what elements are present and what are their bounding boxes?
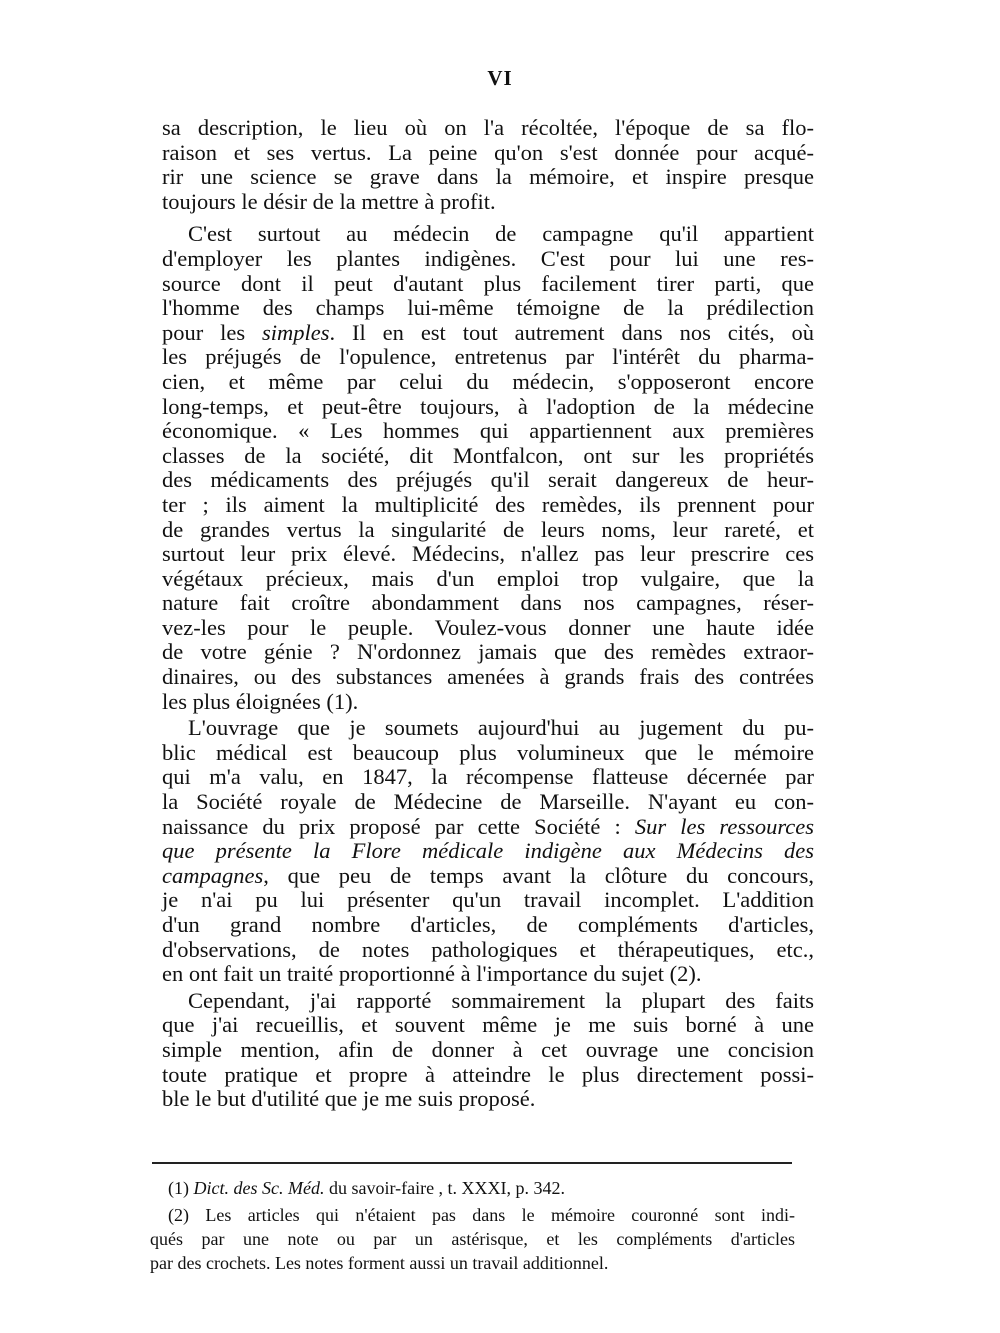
text-line: surtout leur prix élevé. Médecins, n'allez pas leur prescrire ces	[162, 541, 814, 567]
text-line: campagnes, que peu de temps avant la clôture du concours,	[162, 862, 814, 888]
text-line: des médicaments des préjugés qu'il serait dangereux de heur-	[162, 467, 814, 493]
text-line: vez-les pour le peuple. Voulez-vous donner une haute idée	[162, 614, 814, 640]
text-line: en ont fait un traité proportionné à l'importance du sujet (2).	[162, 961, 702, 987]
text-line: d'un grand nombre d'articles, de compléments d'articles,	[162, 912, 814, 937]
text-line: de votre génie ? N'ordonnez jamais que des remèdes extraor-	[162, 639, 814, 665]
text-line: long-temps, et peut-être toujours, à l'adoption de la médecine	[162, 393, 814, 419]
text-line: économique. « Les hommes qui appartiennent aux premières	[162, 418, 814, 444]
text-line: ble le but d'utilité que je me suis proposé.	[162, 1086, 536, 1112]
italic-text: que présente la Flore médicale indigène aux Médecins des	[162, 838, 814, 864]
paragraph-p2	[162, 222, 814, 714]
text-line: naissance du prix proposé par cette Société : Sur les ressources	[162, 813, 815, 839]
text-line: qui m'a valu, en 1847, la récompense flatteuse décernée par	[162, 764, 814, 790]
text-line: pour les simples. Il en est tout autrement dans nos cités, où	[162, 319, 814, 345]
text-line: cien, et même par celui du médecin, s'opposeront encore	[162, 368, 814, 394]
text-line: par des crochets. Les notes forment aussi un travail additionnel.	[150, 1253, 609, 1273]
text-line: Cependant, j'ai rapporté sommairement la plupart des faits	[188, 987, 814, 1013]
italic-text: simples	[262, 319, 330, 345]
text-line: d'observations, de notes pathologiques et thérapeutiques, etc.,	[162, 936, 814, 962]
page-number: VI	[487, 66, 513, 90]
text-line: dinaires, ou des substances amenées à grands frais des contrées	[162, 664, 814, 690]
text-line: toujours le désir de la mettre à profit.	[162, 188, 496, 214]
italic-text: Sur les ressources	[634, 813, 815, 839]
paragraph-p4	[162, 989, 814, 1112]
text-line: sa description, le lieu où on l'a récoltée, l'époque de sa flo-	[162, 115, 814, 140]
text-line: L'ouvrage que je soumets aujourd'hui au jugement du pu-	[188, 715, 814, 741]
text-line: l'homme des champs lui-même témoigne de la prédilection	[162, 295, 814, 321]
text-line: (1) Dict. des Sc. Méd. du savoir-faire , t. XXXI, p. 342.	[168, 1178, 566, 1198]
footnote-separator-rule	[152, 1162, 792, 1164]
italic-text: campagnes	[162, 862, 264, 888]
text-line: végétaux précieux, mais d'un emploi trop vulgaire, que la	[162, 565, 814, 591]
text-line: simple mention, afin de donner à cet ouvrage une concision	[162, 1036, 814, 1062]
text-line: rir une science se grave dans la mémoire, et inspire presque	[162, 164, 814, 190]
text-line: C'est surtout au médecin de campagne qu'il appartient	[188, 221, 814, 247]
text-line: je n'ai pu lui présenter qu'un travail incomplet. L'addition	[162, 887, 814, 913]
body-text	[162, 116, 814, 1112]
text-line: source dont il peut d'autant plus facilement tirer parti, que	[162, 270, 814, 296]
footnote-1	[150, 1176, 795, 1200]
text-line: classes de la société, dit Montfalcon, ont sur les propriétés	[162, 442, 814, 468]
text-line: (2) Les articles qui n'étaient pas dans le mémoire couronné sont indi-	[168, 1205, 795, 1225]
text-line: toute pratique et propre à atteindre le plus directement possi-	[162, 1061, 814, 1087]
footnotes	[150, 1176, 795, 1275]
text-line: blic médical est beaucoup plus volumineux que le mémoire	[162, 739, 814, 765]
text-line: raison et ses vertus. La peine qu'on s'est donnée pour acqué-	[162, 139, 814, 165]
text-line: qués par une note ou par un astérisque, et les compléments d'articles	[150, 1229, 795, 1249]
text-line	[162, 839, 814, 864]
text-line: nature fait croître abondamment dans nos campagnes, réser-	[162, 590, 814, 616]
text-line: d'employer les plantes indigènes. C'est pour lui une res-	[162, 245, 814, 271]
footnote-2	[150, 1203, 795, 1275]
paragraph-p1	[162, 116, 814, 214]
text-line: que j'ai recueillis, et souvent même je me suis borné à une	[162, 1012, 814, 1038]
text-line: la Société royale de Médecine de Marseille. N'ayant eu con-	[162, 789, 814, 815]
paragraph-p3	[162, 716, 814, 987]
text-line: de grandes vertus la singularité de leurs noms, leur rareté, et	[162, 516, 814, 542]
text-line: ter ; ils aiment la multiplicité des remèdes, ils prennent pour	[162, 491, 814, 517]
text-line: les plus éloignées (1).	[162, 688, 359, 714]
text-line: les préjugés de l'opulence, entretenus par l'intérêt du pharma-	[162, 344, 814, 370]
italic-text: Dict. des Sc. Méd.	[193, 1178, 325, 1198]
